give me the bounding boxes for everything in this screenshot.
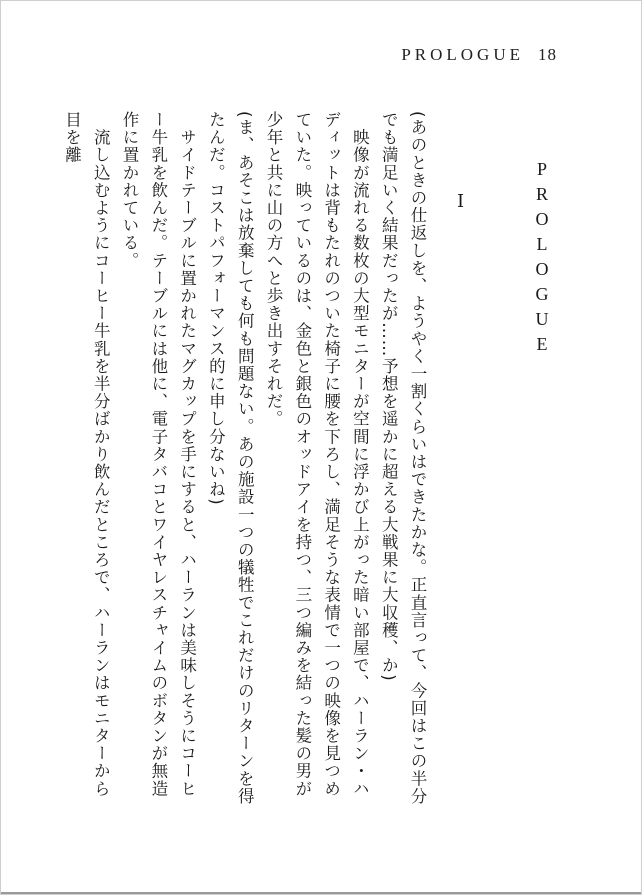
paragraph: サイドテーブルに置かれたマグカップを手にすると、ハーランは美味しそうにコーヒー牛乳を飲んだ。テーブルには他に、電子タバコとワイヤレスチャイムのボタンが無造作に置かれている。 — [120, 111, 197, 798]
paragraph: 流し込むようにコーヒー牛乳を半分ばかり飲んだところで、ハーランはモニターから目を離 — [62, 111, 111, 798]
paragraph: 映像が流れる数枚の大型モニターが空間に浮かび上がった暗い部屋で、ハーラン・ハディットは背もたれのついた椅子に腰を下ろし、満足そうな表情で一つの映像を見つめていた。映っているのは、金色と銀色のオッドアイを持つ、三つ編みを結った髪の男が少年と共に山の方へと歩き出すそれだ。 — [264, 111, 370, 798]
page-number: 18 — [538, 45, 557, 64]
chapter-title: PROLOGUE — [532, 159, 552, 359]
paragraph: (あのときの仕返しを、ようやく一割くらいはできたかな。正直言って、今回はこの半分でも満足いく結果だったが……予想を遥かに超える大戦果に大収穫、か) — [379, 111, 427, 805]
paragraph: (ま、あそこは放棄しても何も問題ない。あの施設一つの犠牲でこれだけのリターンを得たんだ。コストパフォーマンス的に申し分ないね) — [206, 111, 255, 805]
body-text — [62, 111, 431, 811]
section-number: Ⅰ — [457, 191, 465, 211]
running-header — [401, 45, 557, 65]
page-bottom-border — [1, 892, 641, 894]
running-header-title: PROLOGUE — [401, 45, 524, 64]
